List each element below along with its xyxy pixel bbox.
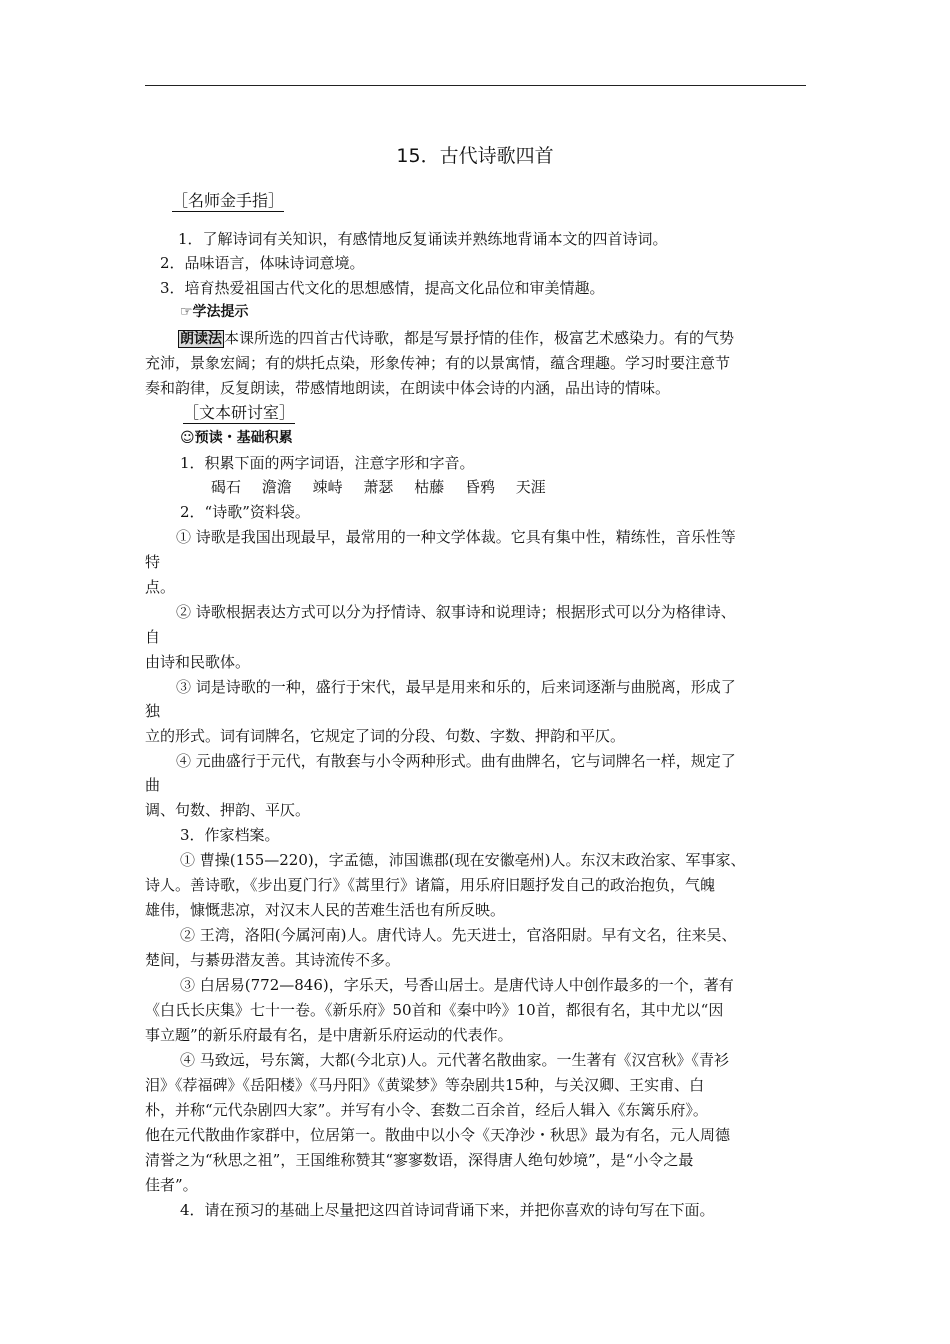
author-line: ③ 白居易(772—846)，字乐天，号香山居士。是唐代诗人中创作最多的一个，著有	[180, 976, 734, 994]
question-1: 1．积累下面的两字词语，注意字形和字音。	[180, 454, 475, 472]
word-item: 枯藤	[414, 478, 445, 496]
author-line: 朴，并称“元代杂剧四大家”。并写有小令、套数二百余首，经后人辑入《东篱乐府》。	[145, 1101, 708, 1119]
objective-2: 2．品味语言，体味诗词意境。	[160, 254, 365, 272]
author-line: ④ 马致远，号东篱，大都(今北京)人。元代著名散曲家。一生著有《汉宫秋》《青衫	[180, 1051, 729, 1069]
word-item: 萧瑟	[363, 478, 394, 496]
author-line: 诗人。善诗歌，《步出夏门行》《蒿里行》诸篇，用乐府旧题抒发自己的政治抱负，气魄	[145, 876, 716, 894]
question-3: 3．作家档案。	[180, 826, 280, 844]
author-line: ② 王湾，洛阳(今属河南)人。唐代诗人。先天进士，官洛阳尉。早有文名，往来吴、	[180, 926, 737, 944]
method-line-2: 充沛，景象宏阔；有的烘托点染，形象传神；有的以景寓情，蕴含理趣。学习时要注意节	[145, 354, 731, 372]
author-line: 雄伟，慷慨悲凉，对汉末人民的苦难生活也有所反映。	[145, 901, 506, 919]
poetry-note-line: 特	[145, 553, 161, 571]
poetry-note-line: ③ 词是诗歌的一种，盛行于宋代，最早是用来和乐的，后来词逐渐与曲脱离，形成了	[176, 678, 736, 696]
word-item: 天涯	[515, 478, 546, 496]
word-item: 澹澹	[261, 478, 292, 496]
author-line: 事立题”的新乐府最有名，是中唐新乐府运动的代表作。	[145, 1026, 513, 1044]
question-4: 4．请在预习的基础上尽量把这四首诗词背诵下来，并把你喜欢的诗句写在下面。	[180, 1201, 715, 1219]
section-heading-2: ［文本研讨室］	[183, 403, 296, 422]
method-line-1: 朗读法 本课所选的四首古代诗歌，都是写景抒情的佳作，极富艺术感染力。有的气势	[180, 329, 735, 347]
section-heading-1: ［名师金手指］	[172, 191, 285, 210]
poetry-note-line: 独	[145, 702, 161, 720]
method-line-3: 奏和韵律，反复朗读，带感情地朗读，在朗读中体会诗的内涵，品出诗的情味。	[145, 379, 671, 397]
poetry-note-line: 调、句数、押韵、平仄。	[145, 801, 311, 819]
poetry-note-line: ① 诗歌是我国出现最早，最常用的一种文学体裁。它具有集中性，精练性，音乐性等	[176, 528, 736, 546]
author-line: 《白氏长庆集》七十一卷。《新乐府》50首和《秦中吟》10首，都很有名，其中尤以“因	[145, 1001, 724, 1019]
author-line: 他在元代散曲作家群中，位居第一。散曲中以小令《天净沙・秋思》最为有名，元人周德	[145, 1126, 731, 1144]
poetry-note-line: 曲	[145, 776, 161, 794]
objective-3: 3．培育热爱祖国古代文化的思想感情，提高文化品位和审美情趣。	[160, 279, 605, 297]
preview-subheading: ☺预读・基础积累	[180, 430, 293, 446]
objective-1: 1．了解诗词有关知识，有感情地反复诵读并熟练地背诵本文的四首诗词。	[178, 230, 668, 248]
author-line: ① 曹操(155—220)，字孟德，沛国谯郡(现在安徽亳州)人。东汉末政治家、军事家、	[180, 851, 746, 869]
method-label: 朗读法	[180, 331, 222, 347]
poetry-note-line: ② 诗歌根据表达方式可以分为抒情诗、叙事诗和说理诗；根据形式可以分为格律诗、	[176, 603, 736, 621]
poetry-note-line: ④ 元曲盛行于元代，有散套与小令两种形式。曲有曲牌名，它与词牌名一样，规定了	[176, 752, 736, 770]
poetry-note-line: 自	[145, 628, 161, 646]
word-list	[211, 477, 562, 497]
poetry-note-line: 立的形式。词有词牌名，它规定了词的分段、句数、字数、押韵和平仄。	[145, 727, 626, 745]
author-line: 楚间，与綦毋潜友善。其诗流传不多。	[145, 951, 401, 969]
question-2: 2．“诗歌”资料袋。	[180, 503, 310, 521]
poetry-note-line: 点。	[145, 578, 176, 596]
poetry-note-line: 由诗和民歌体。	[145, 653, 251, 671]
study-tip-label: ☞学法提示	[180, 304, 249, 320]
author-line: 佳者”。	[145, 1176, 198, 1194]
page-title: 15．古代诗歌四首	[396, 145, 554, 167]
header-rule	[145, 85, 806, 86]
word-item: 竦峙	[312, 478, 343, 496]
author-line: 泪》《荐福碑》《岳阳楼》《马丹阳》《黄粱梦》等杂剧共15种，与关汉卿、王实甫、白	[145, 1076, 705, 1094]
word-item: 昏鸦	[464, 478, 495, 496]
author-line: 清誉之为“秋思之祖”，王国维称赞其“寥寥数语，深得唐人绝句妙境”，是“小令之最	[145, 1151, 694, 1169]
word-item: 碣石	[211, 478, 242, 496]
